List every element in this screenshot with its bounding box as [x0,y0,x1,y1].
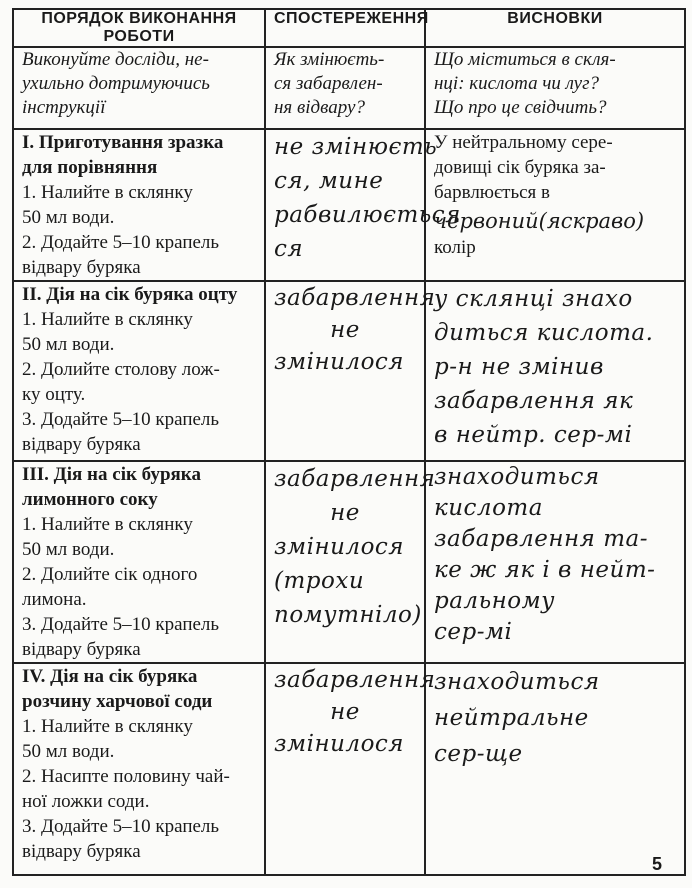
step-line: відвару буряка [22,639,141,660]
conclusion-line: У нейтральному сере- [434,132,613,153]
handwritten-line: забарвлення як [434,388,634,414]
intro-observation [265,47,425,129]
intro-procedure [13,47,265,129]
intro-line: ухильно дотримуючись [22,73,210,94]
step-line: 2. Долийте столову лож- [22,359,220,380]
handwritten-line: не [330,500,360,526]
section-title: IV. Дія на сік буряка [22,666,198,687]
handwritten-line: змінилося [274,534,405,560]
conclusion-line: барвлюється в [434,182,551,203]
step-line: відвару буряка [22,257,141,278]
header-procedure: ПОРЯДОК ВИКОНАННЯ РОБОТИ [13,9,265,47]
intro-line: ся забарвлен- [274,73,383,94]
intro-row [13,47,685,129]
header-observations: СПОСТЕРЕЖЕННЯ [265,9,425,47]
section-title: розчину харчової соди [22,691,213,712]
procedure-cell [13,461,265,663]
intro-line: нці: кислота чи луг? [434,73,600,94]
conclusion-cell [425,461,685,663]
section-row-4 [13,663,685,875]
observation-cell [265,461,436,663]
intro-line: інструкції [22,97,106,118]
step-line: ної ложки соди. [22,791,150,812]
handwritten-line: не [330,317,360,343]
handwritten-line: ральному [434,588,556,614]
handwritten-line: сер-мі [434,619,513,645]
handwritten-line: забарвлення [274,466,436,492]
procedure-cell [13,129,265,281]
observation-cell [265,663,436,875]
conclusion-line: колір [434,237,476,258]
section-title: для порівняння [22,157,158,178]
section-title: I. Приготування зразка [22,132,224,153]
handwritten-line: диться кислота. [434,320,654,346]
header-conclusions: ВИСНОВКИ [425,9,685,47]
section-row-1 [13,129,685,281]
handwritten-line: забарвлення [274,667,436,693]
step-line: 3. Додайте 5–10 крапель [22,816,220,837]
procedure-cell [13,281,265,461]
handwritten-line: в нейтр. сер-мі [434,422,633,448]
step-line: відвару буряка [22,434,141,455]
step-line: 1. Налийте в склянку [22,716,193,737]
step-line: 2. Насипте половину чай- [22,766,230,787]
step-line: ку оцту. [22,384,86,405]
step-line: 50 мл води. [22,334,115,355]
section-title: II. Дія на сік буряка оцту [22,284,238,305]
step-line: відвару буряка [22,841,141,862]
handwritten-line: нейтральне [434,705,589,731]
section-title: лимонного соку [22,489,158,510]
handwritten-line: (трохи [274,568,365,594]
conclusion-cell [425,281,685,461]
handwritten-line: не змінюєть [274,134,438,160]
section-title: III. Дія на сік буряка [22,464,201,485]
handwritten-line: червоний(яскраво) [434,209,645,233]
step-line: 3. Додайте 5–10 крапель [22,409,220,430]
step-line: лимона. [22,589,87,610]
observation-cell [265,281,436,461]
step-line: 2. Долийте сік одного [22,564,198,585]
worksheet [12,8,684,876]
handwritten-line: знаходиться [434,464,600,490]
intro-conclusion [425,47,685,129]
handwritten-line: не [330,699,360,725]
handwritten-line: знаходиться [434,669,600,695]
step-line: 50 мл води. [22,741,115,762]
lab-table [12,8,686,876]
handwritten-line: у склянці знахо [434,286,633,312]
conclusion-line: довищі сік буряка за- [434,157,606,178]
step-line: 1. Налийте в склянку [22,309,193,330]
handwritten-line: змінилося [274,731,405,757]
intro-line: Що міститься в скля- [434,49,616,70]
section-row-2 [13,281,685,461]
handwritten-line: ся [274,236,304,262]
procedure-cell [13,663,265,875]
handwritten-line: ся, мине [274,168,384,194]
step-line: 50 мл води. [22,207,115,228]
table-header-row [13,9,685,47]
intro-line: Як змінюєть- [274,49,385,70]
handwritten-line: забарвлення та- [434,526,649,552]
step-line: 1. Налийте в склянку [22,182,193,203]
step-line: 1. Налийте в склянку [22,514,193,535]
intro-line: Виконуйте досліди, не- [22,49,209,70]
handwritten-line: помутніло) [274,602,422,628]
handwritten-line: забарвлення [274,285,436,311]
intro-line: ня відвару? [274,97,365,118]
intro-line: Що про це свідчить? [434,97,607,118]
step-line: 2. Додайте 5–10 крапель [22,232,220,253]
conclusion-cell [425,129,685,281]
step-line: 3. Додайте 5–10 крапель [22,614,220,635]
section-row-3 [13,461,685,663]
handwritten-line: рабвилюється [274,202,461,228]
handwritten-line: р-н не змінив [434,354,604,380]
handwritten-line: сер-ще [434,741,523,767]
handwritten-line: кислота [434,495,543,521]
handwritten-line: змінилося [274,349,405,375]
handwritten-line: ке ж як і в нейт- [434,557,656,583]
conclusion-cell [425,663,685,875]
step-line: 50 мл води. [22,539,115,560]
page-number: 5 [652,854,663,874]
